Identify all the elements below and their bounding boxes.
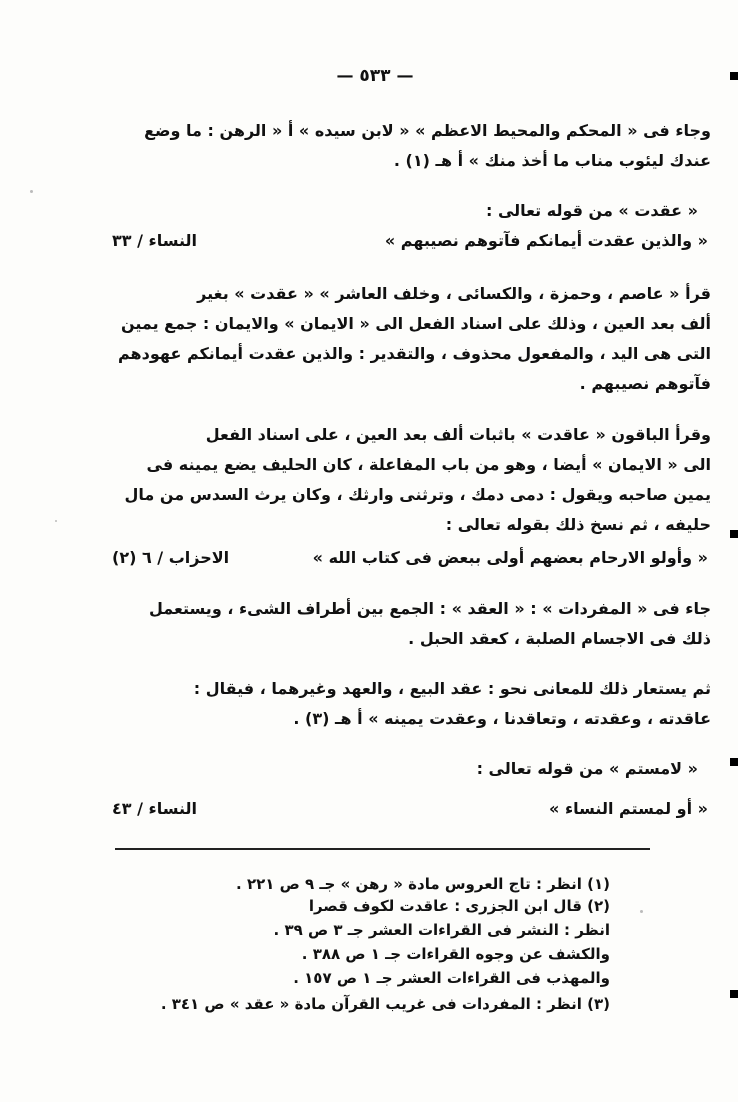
footnote-line: والمهذب فى القراءات العشر جـ ١ ص ١٥٧ . bbox=[293, 969, 610, 987]
scan-speck bbox=[55, 520, 57, 522]
verse-reference: الاحزاب / ٦ (٢) bbox=[112, 548, 230, 567]
footnote-line: انظر : النشر فى القراءات العشر جـ ٣ ص ٣٩ . bbox=[273, 921, 610, 939]
paragraph-line: ثم يستعار ذلك للمعانى نحو : عقد البيع ، والعهد وغيرهما ، فيقال : bbox=[193, 679, 711, 698]
verse-reference: النساء / ٣٣ bbox=[112, 231, 198, 250]
paragraph-line: ذلك فى الاجسام الصلبة ، كعقد الحبل . bbox=[408, 629, 711, 648]
right-margin-mark bbox=[730, 990, 738, 998]
paragraph-line: عاقدته ، وعقدته ، وتعاقدنا ، وعقدت يمينه » أ هـ (٣) . bbox=[293, 709, 711, 728]
paragraph-line: وجاء فى « المحكم والمحيط الاعظم » « لابن سيده » أ « الرهن : ما وضع bbox=[144, 121, 711, 140]
paragraph-line: قرأ « عاصم ، وحمزة ، والكسائى ، وخلف العاشر » « عقدت » بغير bbox=[197, 284, 711, 303]
right-margin-mark bbox=[730, 530, 738, 538]
verse-text: « وأولو الارحام بعضهم أولى ببعض فى كتاب الله » bbox=[312, 548, 708, 567]
section-heading: « لامستم » من قوله تعالى : bbox=[476, 759, 698, 778]
paragraph-line: الى « الايمان » أيضا ، وهو من باب المفاعلة ، كان الحليف يضع يمينه فى bbox=[146, 455, 711, 474]
paragraph-line: ألف بعد العين ، وذلك على اسناد الفعل الى « الايمان » والايمان : جمع يمين bbox=[120, 314, 711, 333]
quranic-verse bbox=[112, 798, 708, 820]
scan-speck bbox=[640, 910, 643, 913]
footnote-line: (٣) انظر : المفردات فى غريب القرآن مادة « عقد » ص ٣٤١ . bbox=[160, 995, 610, 1013]
paragraph-line: وقرأ الباقون « عاقدت » باثبات ألف بعد العين ، على اسناد الفعل bbox=[205, 425, 711, 444]
footnote-line: (٢) قال ابن الجزرى : عاقدت لكوف قصرا bbox=[308, 897, 610, 915]
footnote-line: (١) انظر : تاج العروس مادة « رهن » جـ ٩ ص ٢٢١ . bbox=[236, 875, 610, 893]
footnote-line: والكشف عن وجوه القراءات جـ ١ ص ٣٨٨ . bbox=[301, 945, 610, 963]
scan-speck bbox=[30, 190, 33, 193]
paragraph-line: يمين صاحبه ويقول : دمى دمك ، وترثنى وارثك ، وكان يرث السدس من مال bbox=[124, 485, 711, 504]
quranic-verse bbox=[112, 547, 708, 569]
page-number: — ٥٣٣ — bbox=[336, 66, 414, 86]
paragraph-line: التى هى اليد ، والمفعول محذوف ، والتقدير : والذين عقدت أيمانكم عهودهم bbox=[118, 344, 711, 363]
verse-text: « أو لمستم النساء » bbox=[549, 799, 708, 818]
right-margin-mark bbox=[730, 758, 738, 766]
paragraph-line: فآتوهم نصيبهم . bbox=[579, 374, 711, 393]
paragraph-line: جاء فى « المفردات » : « العقد » : الجمع بين أطراف الشىء ، ويستعمل bbox=[148, 599, 711, 618]
right-margin-mark bbox=[730, 72, 738, 80]
verse-text: « والذين عقدت أيمانكم فآتوهم نصيبهم » bbox=[384, 231, 708, 250]
paragraph-line: عندك ليئوب مناب ما أخذ منك » أ هـ (١) . bbox=[393, 151, 711, 170]
verse-reference: النساء / ٤٣ bbox=[112, 799, 198, 818]
footnote-separator bbox=[115, 848, 650, 850]
quranic-verse bbox=[112, 230, 708, 252]
section-heading: « عقدت » من قوله تعالى : bbox=[485, 201, 698, 220]
paragraph-line: حليفه ، ثم نسخ ذلك بقوله تعالى : bbox=[445, 515, 711, 534]
